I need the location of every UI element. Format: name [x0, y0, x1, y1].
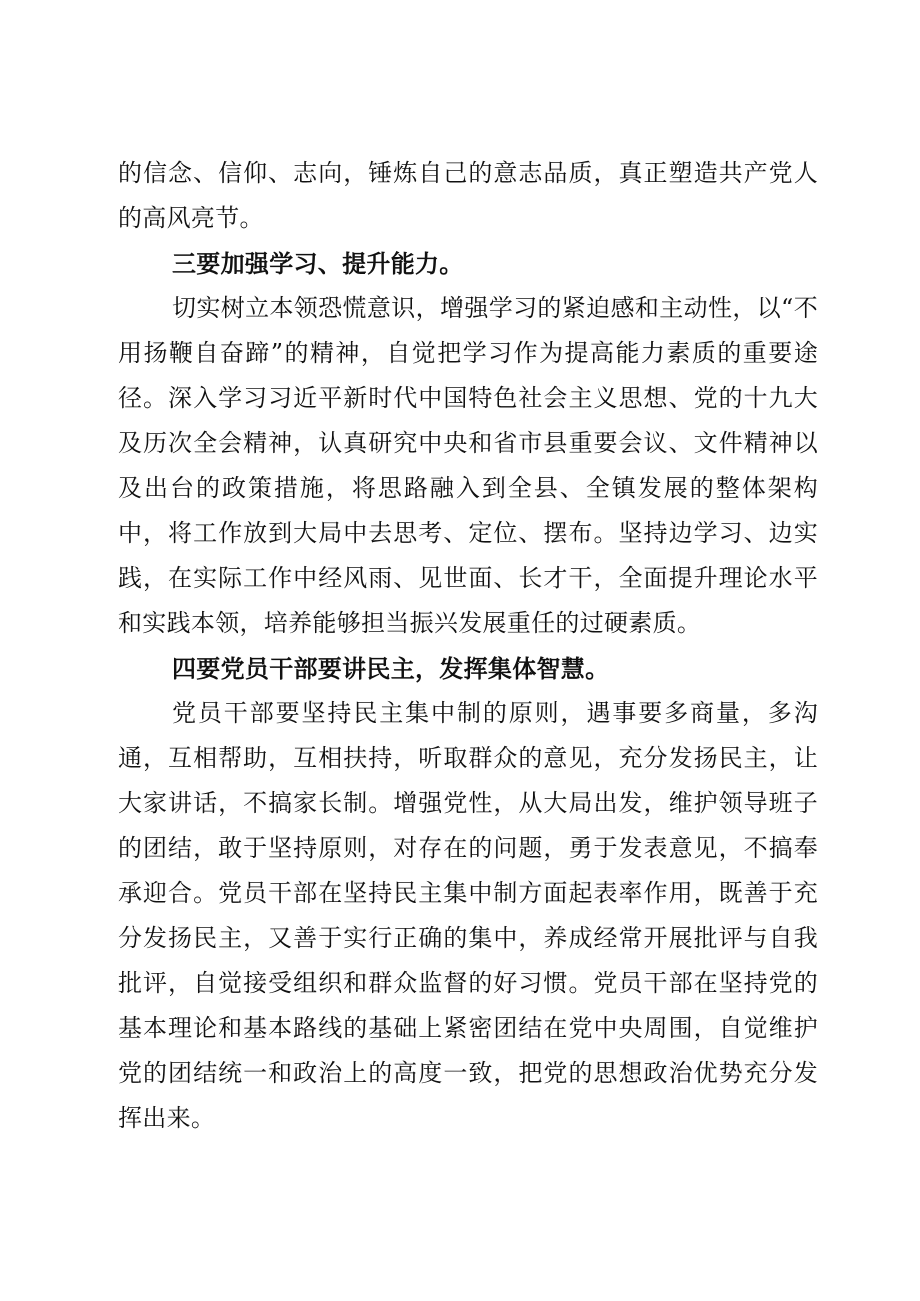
section-heading-three: 三要加强学习、提升能力。 — [172, 249, 464, 278]
body-paragraph-democracy: 党员干部要坚持民主集中制的原则，遇事要多商量，多沟通，互相帮助，互相扶持，听取群众的意见，充分发扬民主，让大家讲话，不搞家长制。增强党性，从大局出发，维护领导班子的团结，敢于坚持原则，对存在的问题，勇于发表意见，不搞奉承迎合。党员干部在坚持民主集中制方面起表率作用，既善于充分发扬民主，又善于实行正确的集中，养成经常开展批评与自我批评，自觉接受组织和群众监督的好习惯。党员干部在坚持党的基本理论和基本路线的基础上紧密团结在党中央周围，自觉维护党的团结统一和政治上的高度一致，把党的思想政治优势充分发挥出来。 — [118, 699, 818, 1132]
document-page — [118, 151, 818, 1141]
body-paragraph-learning: 切实树立本领恐慌意识，增强学习的紧迫感和主动性，以“不用扬鞭自奋蹄”的精神，自觉把学习作为提高能力素质的重要途径。深入学习习近平新时代中国特色社会主义思想、党的十九大及历次全会精神，认真研究中央和省市县重要会议、文件精神以及出台的政策措施，将思路融入到全县、全镇发展的整体架构中，将工作放到大局中去思考、定位、摆布。坚持边学习、边实践，在实际工作中经风雨、见世面、长才干，全面提升理论水平和实践本领，培养能够担当振兴发展重任的过硬素质。 — [118, 294, 818, 637]
section-heading-four: 四要党员干部要讲民主，发挥集体智慧。 — [172, 654, 610, 683]
body-paragraph-continuation: 的信念、信仰、志向，锤炼自己的意志品质，真正塑造共产党人的高风亮节。 — [118, 159, 818, 232]
